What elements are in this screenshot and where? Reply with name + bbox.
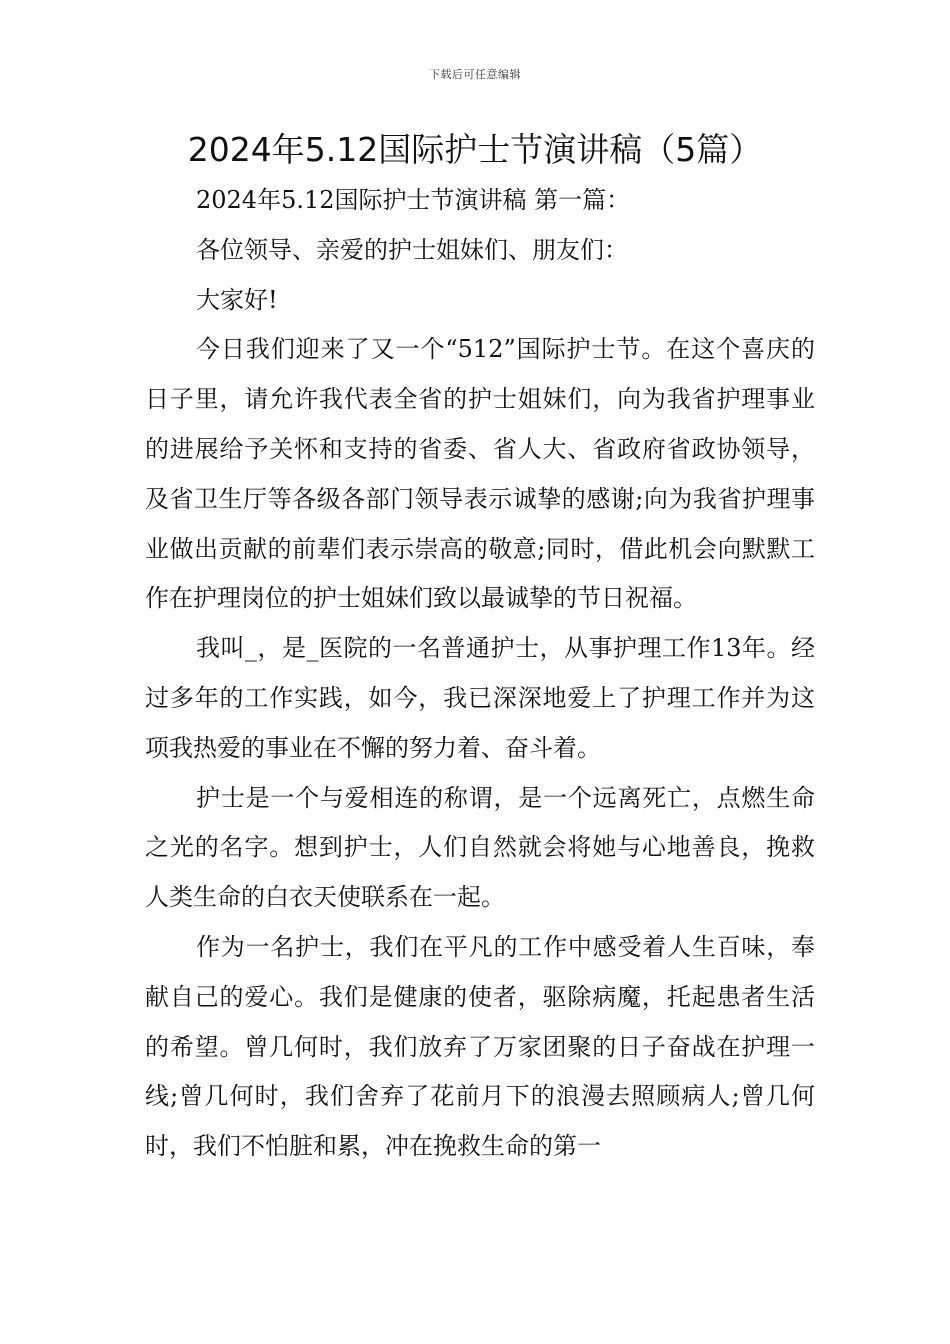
document-title: 2024年5.12国际护士节演讲稿（5篇） bbox=[187, 130, 763, 169]
body-paragraph: 护士是一个与爱相连的称谓，是一个远离死亡，点燃生命之光的名字。想到护士，人们自然就会将她与心地善良，挽救人类生命的白衣天使联系在一起。 bbox=[145, 783, 815, 912]
document-body bbox=[145, 176, 815, 1172]
body-paragraph: 我叫_，是_医院的一名普通护士，从事护理工作13年。经过多年的工作实践，如今，我已深深地爱上了护理工作并为这项我热爱的事业在不懈的努力着、奋斗着。 bbox=[145, 634, 815, 762]
body-paragraph: 作为一名护士，我们在平凡的工作中感受着人生百味，奉献自己的爱心。我们是健康的使者，驱除病魔，托起患者生活的希望。曾几何时，我们放弃了万家团聚的日子奋战在护理一线;曾几何时，我们舍弃了花前月下的浪漫去照顾病人;曾几何时，我们不怕脏和累，冲在挽救生命的第一 bbox=[145, 932, 815, 1161]
body-paragraph: 今日我们迎来了又一个“512”国际护士节。在这个喜庆的日子里，请允许我代表全省的护士姐妹们，向为我省护理事业的进展给予关怀和支持的省委、省人大、省政府省政协领导，及省卫生厅等各级各部门领导表示诚挚的感谢;向为我省护理事业做出贡献的前辈们表示崇高的敬意;同时，借此机会向默默工作在护理岗位的护士姐妹们致以最诚挚的节日祝福。 bbox=[145, 335, 815, 613]
section-heading: 2024年5.12国际护士节演讲稿 第一篇： bbox=[196, 186, 631, 214]
greeting: 大家好! bbox=[196, 285, 278, 314]
header-note: 下载后可任意编辑 bbox=[429, 68, 521, 81]
salutation: 各位领导、亲爱的护士姐妹们、朋友们： bbox=[196, 235, 628, 264]
